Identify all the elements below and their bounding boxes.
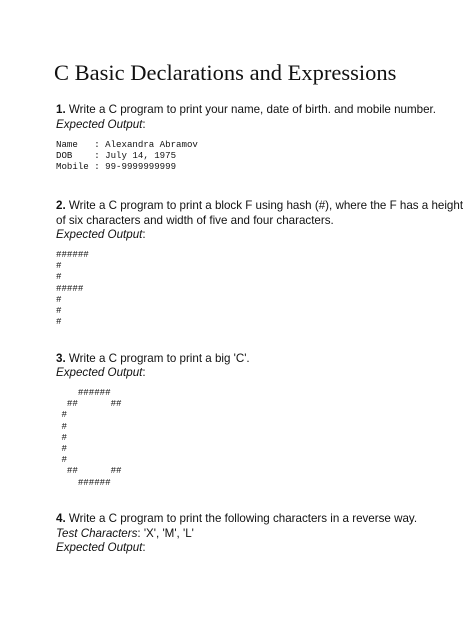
question-3-code-output: ###### ## ## # # # # # ## ## ###### bbox=[61, 387, 122, 488]
document-title: C Basic Declarations and Expressions bbox=[54, 60, 397, 85]
question-3-text bbox=[56, 351, 250, 366]
question-2-code-output: ###### # # ##### # # # bbox=[56, 249, 89, 328]
question-2-number: 2. bbox=[56, 199, 66, 212]
question-4-text bbox=[56, 511, 417, 526]
question-4-test-characters: Test Characters: 'X', 'M', 'L' bbox=[56, 527, 194, 540]
question-1-expected-output-label: Expected Output: bbox=[56, 118, 146, 131]
question-2-expected-output-label: Expected Output: bbox=[56, 228, 146, 241]
question-2-text-line-1 bbox=[56, 198, 463, 213]
question-2-body: Write a C program to print a block F using hash (#), where the F has a height bbox=[65, 199, 464, 212]
question-3-expected-output-label: Expected Output: bbox=[56, 366, 146, 379]
question-2-text-line-2: of six characters and width of five and four characters. bbox=[56, 214, 334, 227]
question-1-code-output: Name : Alexandra Abramov DOB : July 14, 1975 Mobile : 99-9999999999 bbox=[56, 139, 198, 173]
question-4-expected-output-label: Expected Output: bbox=[56, 541, 146, 554]
question-1-text bbox=[56, 102, 436, 117]
question-4-number: 4. bbox=[56, 512, 66, 525]
question-1-body: Write a C program to print your name, date of birth. and mobile number. bbox=[65, 103, 436, 116]
question-3-body: Write a C program to print a big 'C'. bbox=[65, 352, 250, 365]
question-3-number: 3. bbox=[56, 352, 66, 365]
question-1-number: 1. bbox=[56, 103, 66, 116]
question-4-body: Write a C program to print the following characters in a reverse way. bbox=[65, 512, 418, 525]
